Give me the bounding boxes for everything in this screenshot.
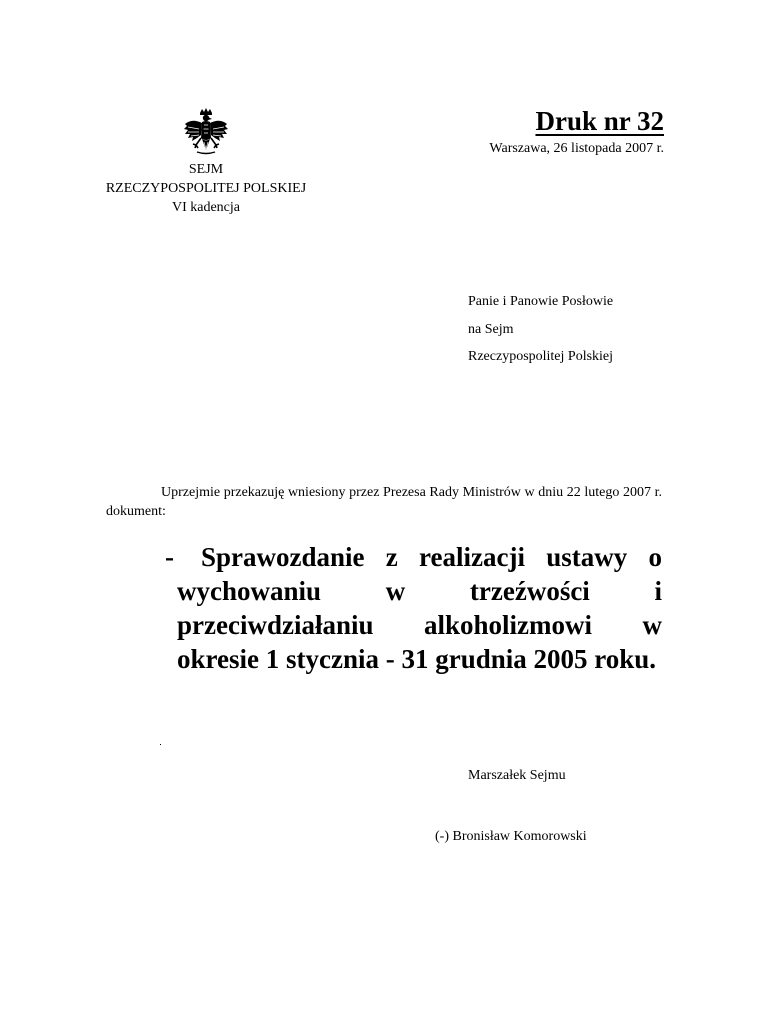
print-number: Druk nr 32 xyxy=(535,106,664,136)
report-title: Sprawozdanie z realizacji ustawy o wychowaniu w trzeźwości i przeciwdziałaniu alkoholizmowi w okresie 1 stycznia - 31 grudnia 2005 roku. xyxy=(177,542,662,674)
recipient-line: Rzeczypospolitej Polskiej xyxy=(468,349,614,364)
signatory-title: Marszałek Sejmu xyxy=(468,768,566,783)
recipient-line: na Sejm xyxy=(468,321,514,337)
institution-name: SEJM xyxy=(188,162,224,177)
list-dash: - xyxy=(165,542,174,572)
sejm-header xyxy=(60,160,352,217)
republic-name: RZECZYPOSPOLITEJ POLSKIEJ xyxy=(105,181,307,196)
intro-paragraph: Uprzejmie przekazuję wniesiony przez Prezesa Rady Ministrów w dniu 22 lutego 2007 r. dokument: xyxy=(106,485,662,519)
stray-dot-mark xyxy=(160,744,161,745)
recipient-line: Panie i Panowie Posłowie xyxy=(468,294,614,309)
signatory-name: (-) Bronisław Komorowski xyxy=(435,829,587,844)
polish-eagle-emblem-icon xyxy=(182,108,230,158)
recipients-block xyxy=(468,288,613,371)
place-date: Warszawa, 26 listopada 2007 r. xyxy=(489,141,664,156)
term-label: VI kadencja xyxy=(171,200,241,215)
